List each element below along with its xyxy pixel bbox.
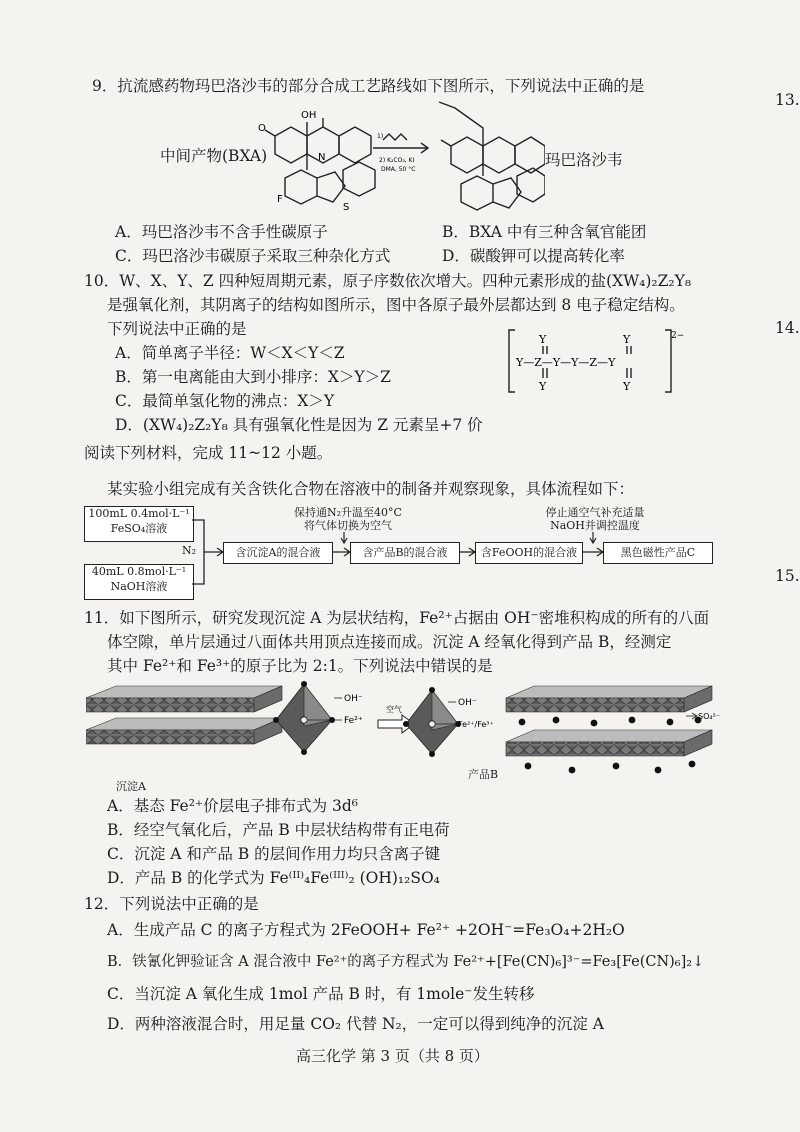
q11-option-a: A．基态 Fe²⁺价层电子排布式为 3d⁶ — [107, 797, 359, 815]
q9-cond2: 2) K₂CO₃, KI — [379, 157, 415, 164]
q10-y-top-left: Y — [539, 333, 547, 346]
flow-step-3: 含FeOOH的混合液 — [475, 542, 583, 564]
flow-box-naoh-line1: 40mL 0.8mol·L⁻¹ — [91, 565, 187, 578]
flow-note-1-pointer — [338, 532, 350, 544]
q11-fe2-label: Fe²⁺ — [344, 716, 363, 726]
q10-charge: 2− — [671, 331, 685, 341]
q9-option-a: A．玛巴洛沙韦不含手性碳原子 — [115, 223, 328, 241]
q10-option-c: C．最简单氢化物的沸点：X＞Y — [115, 392, 335, 410]
flow-box-feso4-line2: FeSO₄溶液 — [110, 522, 168, 535]
q11-option-d: D．产品 B 的化学式为 Fe⁽ᴵᴵ⁾₄Fe⁽ᴵᴵᴵ⁾₂ (OH)₁₂SO₄ — [107, 869, 440, 887]
q11-oh-label-a: OH⁻ — [344, 694, 363, 704]
flow-note-1-line2: 将气体切换为空气 — [304, 519, 392, 532]
q9-stem: 9．抗流感药物玛巴洛沙韦的部分合成工艺路线如下图所示，下列说法中正确的是 — [92, 77, 645, 95]
q12-stem: 12．下列说法中正确的是 — [84, 895, 259, 913]
material-text: 某实验小组完成有关含铁化合物在溶液中的制备并观察现象，具体流程如下： — [107, 480, 635, 498]
q11-stem-2: 体空隙，单片层通过八面体共用顶点连接而成。沉淀 A 经氧化得到产品 B，经测定 — [107, 633, 672, 651]
q9-option-b: B．BXA 中有三种含氧官能团 — [442, 223, 647, 241]
q10-stem-1: 10．W、X、Y、Z 四种短周期元素，原子序数依次增大。四种元素形成的盐(XW₄)₂Z₂Y₈ — [84, 272, 692, 290]
q10-stem-3: 下列说法中正确的是 — [107, 320, 247, 338]
q10-anion-structure — [505, 326, 685, 398]
flow-note-2-line1: 停止通空气补充适量 — [545, 506, 645, 519]
q9-s-text: S — [343, 202, 350, 213]
q9-right-label: 玛巴洛沙韦 — [545, 151, 623, 169]
q11-label-precipitate-a: 沉淀A — [116, 780, 146, 793]
q9-cond1: 1) — [377, 133, 384, 140]
q9-f-text: F — [277, 194, 283, 205]
q11-label-product-b: 产品B — [468, 768, 499, 781]
flow-note-1 — [283, 506, 413, 532]
margin-number: 13. — [775, 91, 800, 109]
q10-stem-2: 是强氧化剂，其阴离子的结构如图所示，图中各原子最外层都达到 8 电子稳定结构。 — [107, 296, 685, 314]
q9-n-text: N — [318, 152, 326, 163]
flow-box-naoh — [84, 564, 194, 600]
q12-option-b: B．铁氰化钾验证含 A 混合液中 Fe²⁺的离子方程式为 Fe²⁺+[Fe(CN)₆]³⁻=Fe₃[Fe(CN)₆]₂↓ — [107, 954, 705, 970]
flow-box-feso4 — [84, 506, 194, 542]
reading-instruction: 阅读下列材料，完成 11~12 小题。 — [84, 444, 333, 462]
flow-n2-label: N₂ — [182, 544, 197, 557]
q10-option-b: B．第一电离能由大到小排序：X＞Y＞Z — [115, 368, 391, 386]
q11-stem-1: 11．如下图所示，研究发现沉淀 A 为层状结构，Fe²⁺占据由 OH⁻密堆积构成的所有的八面 — [84, 609, 710, 627]
flow-arrows — [330, 540, 610, 564]
flow-step-1: 含沉淀A的混合液 — [223, 542, 333, 564]
flow-box-naoh-line2: NaOH溶液 — [110, 580, 168, 593]
flow-step-2: 含产品B的混合液 — [350, 542, 460, 564]
q12-option-c: C．当沉淀 A 氧化生成 1mol 产品 B 时，有 1mole⁻发生转移 — [107, 985, 535, 1003]
flow-note-2-pointer — [587, 532, 599, 544]
q11-layer-diagram — [86, 680, 726, 788]
q9-left-label: 中间产物(BXA) — [160, 147, 268, 165]
q11-option-c: C．沉淀 A 和产品 B 的层间作用力均只含离子键 — [107, 845, 441, 863]
q12-option-a: A．生成产品 C 的离子方程式为 2FeOOH+ Fe²⁺ +2OH⁻=Fe₃O₄+2H₂O — [107, 921, 625, 939]
q9-cond3: DMA, 50 °C — [381, 166, 416, 173]
q10-struct-row: Y—Z—Y—Y—Z—Y — [516, 356, 616, 369]
q11-option-b: B．经空气氧化后，产品 B 中层状结构带有正电荷 — [107, 821, 450, 839]
margin-number: 15. — [775, 567, 800, 585]
q9-oh-text: OH — [301, 110, 317, 121]
q10-option-a: A．简单离子半径：W＜X＜Y＜Z — [115, 344, 345, 362]
q9-option-d: D．碳酸钾可以提高转化率 — [442, 247, 625, 265]
q11-stem-3: 其中 Fe²⁺和 Fe³⁺的原子比为 2:1。下列说法中错误的是 — [107, 657, 493, 675]
q12-option-d: D．两种溶液混合时，用足量 CO₂ 代替 N₂，一定可以得到纯净的沉淀 A — [107, 1015, 604, 1033]
q10-y-bottom-left: Y — [539, 380, 547, 393]
q10-option-d: D．(XW₄)₂Z₂Y₈ 具有强氧化性是因为 Z 元素呈+7 价 — [115, 416, 483, 434]
flow-note-1-line1: 保持通N₂升温至40°C — [294, 506, 402, 519]
flow-note-2-line2: NaOH并调控温度 — [550, 519, 640, 532]
flow-note-2 — [525, 506, 665, 532]
q11-fe23-label: Fe²⁺/Fe³⁺ — [458, 720, 494, 729]
flow-box-feso4-line1: 100mL 0.4mol·L⁻¹ — [88, 507, 190, 520]
q11-air-label: 空气 — [386, 705, 402, 714]
q9-reaction-scheme — [255, 98, 545, 220]
q9-option-c: C．玛巴洛沙韦碳原子采取三种杂化方式 — [115, 247, 391, 265]
q11-oh-label-b: OH⁻ — [458, 698, 477, 708]
page-footer: 高三化学 第 3 页（共 8 页） — [296, 1047, 489, 1065]
q10-y-top-right: Y — [623, 333, 631, 346]
margin-number: 14. — [775, 319, 800, 337]
q10-y-bottom-right: Y — [623, 380, 631, 393]
flow-step-4: 黑色磁性产品C — [603, 542, 713, 564]
q9-o-text: O — [258, 123, 266, 134]
q11-so4-label: SO₄²⁻ — [698, 712, 721, 721]
